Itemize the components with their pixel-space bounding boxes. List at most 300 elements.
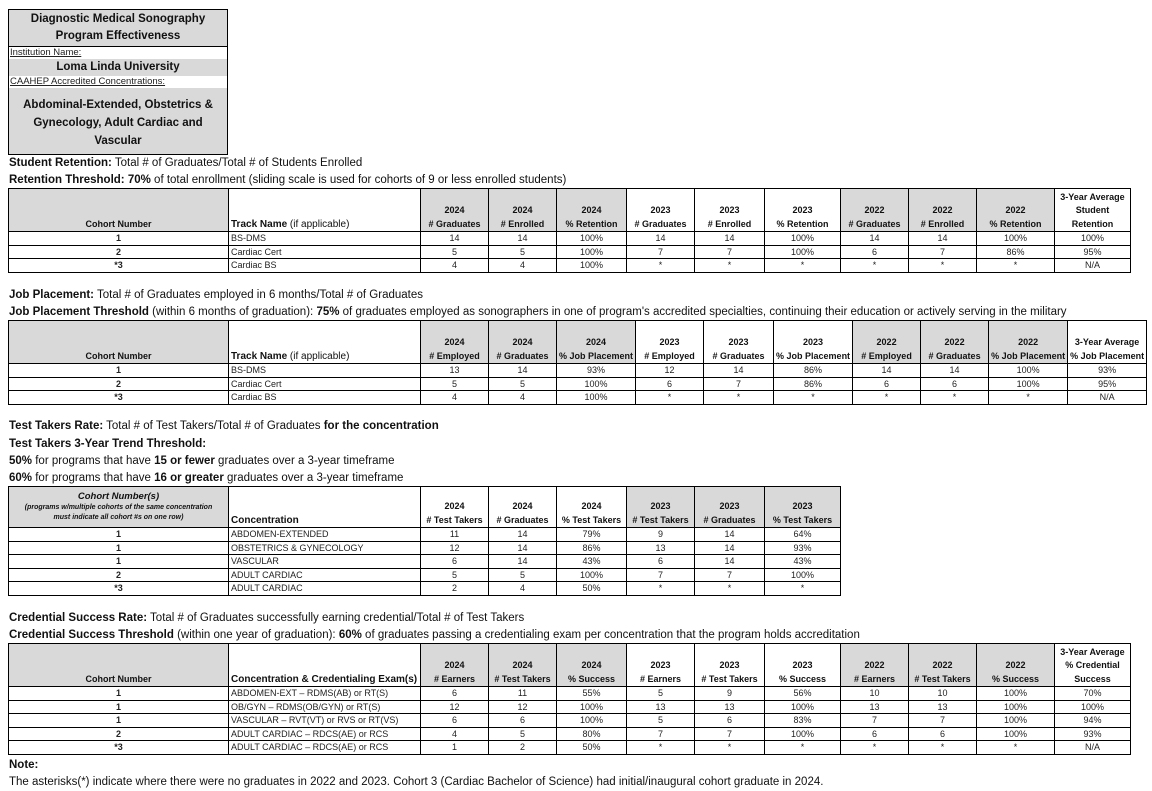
column-header <box>909 644 977 687</box>
credential-table <box>8 643 1131 755</box>
column-header-line: 2024 <box>512 337 533 347</box>
note-label-text: Note: <box>9 759 39 771</box>
column-header-line: # Test Takers <box>914 673 971 684</box>
column-header-line: 2024 <box>512 501 533 511</box>
column-header-line: 2022 <box>932 205 953 215</box>
test-takers-header-row <box>9 487 841 528</box>
value-cell: 6 <box>909 727 977 741</box>
value-cell: * <box>765 582 841 596</box>
value-cell: 55% <box>557 687 627 701</box>
line1-bold: 15 or fewer <box>154 455 215 467</box>
value-cell: 5 <box>489 245 557 259</box>
value-cell: 14 <box>921 364 989 378</box>
track-cell: BS-DMS <box>229 364 421 378</box>
cohort-cell: 2 <box>9 245 229 259</box>
value-cell: * <box>909 259 977 273</box>
retention-header-row <box>9 189 1131 232</box>
column-header <box>421 644 489 687</box>
job-placement-heading-label: Job Placement: <box>9 289 94 301</box>
value-cell: 7 <box>627 245 695 259</box>
value-cell: 13 <box>841 700 909 714</box>
line1-text-a: for programs that have <box>32 455 155 467</box>
column-header <box>841 189 909 232</box>
value-cell: 14 <box>489 555 557 569</box>
column-header <box>557 321 636 364</box>
value-cell: 13 <box>421 364 489 378</box>
column-header-line: # Earners <box>853 673 896 684</box>
credential-heading <box>9 610 524 626</box>
value-cell: 64% <box>765 528 841 542</box>
column-header-line: # Employed <box>429 350 480 361</box>
column-header-line: 3-Year Average <box>1060 646 1125 657</box>
cohort-cell: 1 <box>9 555 229 569</box>
column-header <box>853 321 921 364</box>
value-cell: 14 <box>421 232 489 246</box>
value-cell: 94% <box>1055 714 1131 728</box>
column-header <box>627 487 695 528</box>
value-cell: 7 <box>695 245 765 259</box>
value-cell: 100% <box>765 700 841 714</box>
value-cell: 1 <box>421 741 489 755</box>
concentration-cell: ADULT CARDIAC – RDCS(AE) or RCS <box>229 727 421 741</box>
table-row <box>9 582 841 596</box>
column-header-line: 2023 <box>650 205 671 215</box>
value-cell: 14 <box>627 232 695 246</box>
credential-threshold-text-1: (within one year of graduation): <box>173 629 339 641</box>
value-cell: * <box>627 741 695 755</box>
value-cell: 4 <box>421 259 489 273</box>
cohort-cell: 1 <box>9 714 229 728</box>
cohort-cell: 2 <box>9 568 229 582</box>
job-placement-threshold <box>9 304 1067 320</box>
note-label <box>9 757 38 773</box>
table-row <box>9 568 841 582</box>
title-line-1: Diagnostic Medical Sonography <box>30 13 206 25</box>
table-row <box>9 245 1131 259</box>
column-header <box>557 189 627 232</box>
table-row <box>9 528 841 542</box>
value-cell: 86% <box>557 541 627 555</box>
value-cell: 100% <box>557 391 636 405</box>
cohort-cell: 1 <box>9 364 229 378</box>
cohort-cell: 2 <box>9 377 229 391</box>
column-header-line: 2024 <box>444 337 465 347</box>
column-header <box>704 321 774 364</box>
column-header-line: 2023 <box>719 205 740 215</box>
value-cell: 79% <box>557 528 627 542</box>
column-header <box>989 321 1068 364</box>
cohort-cell: *3 <box>9 391 229 405</box>
cohort-numbers-note-1: (programs w/multiple cohorts of the same concentration <box>24 504 213 511</box>
track-cell: Cardiac Cert <box>229 245 421 259</box>
column-header-line: 2022 <box>876 337 897 347</box>
column-header-line: 3-Year Average <box>1074 337 1140 347</box>
concentration-cell: VASCULAR <box>229 555 421 569</box>
column-header-line: % Credential <box>1065 660 1120 670</box>
column-header-line: 2023 <box>719 660 740 670</box>
column-header-line: 2024 <box>444 501 465 511</box>
column-header <box>977 189 1055 232</box>
value-cell: 6 <box>421 555 489 569</box>
value-cell: 5 <box>421 377 489 391</box>
test-takers-threshold-line-2 <box>9 470 403 486</box>
value-cell: 100% <box>977 727 1055 741</box>
value-cell: 13 <box>627 541 695 555</box>
value-cell: 7 <box>627 727 695 741</box>
column-header <box>557 644 627 687</box>
value-cell: * <box>977 259 1055 273</box>
value-cell: 4 <box>489 582 557 596</box>
track-cell: Cardiac BS <box>229 391 421 405</box>
cohort-numbers-note-2: must indicate all cohort #s on one row) <box>53 514 184 521</box>
retention-threshold-label: Retention Threshold: 70% <box>9 174 151 186</box>
column-header <box>695 644 765 687</box>
column-header-line: % Success <box>778 673 827 684</box>
table-row <box>9 391 1147 405</box>
value-cell: 100% <box>977 714 1055 728</box>
test-takers-threshold-line-1 <box>9 453 394 469</box>
value-cell: 93% <box>1068 364 1147 378</box>
column-header-line: % Test Takers <box>561 514 622 525</box>
cohort-cell: *3 <box>9 582 229 596</box>
cohort-cell: *3 <box>9 259 229 273</box>
cohort-numbers-title: Cohort Number(s) <box>77 491 160 502</box>
value-cell: 100% <box>557 568 627 582</box>
table-row <box>9 555 841 569</box>
value-cell: 100% <box>557 245 627 259</box>
cohort-cell: 1 <box>9 528 229 542</box>
job-placement-heading <box>9 287 423 303</box>
retention-heading-text: Total # of Graduates/Total # of Students Enrolled <box>111 157 363 169</box>
column-header-line: % Job Placement <box>1070 350 1145 361</box>
value-cell: 14 <box>853 364 921 378</box>
value-cell: * <box>853 391 921 405</box>
table-row <box>9 714 1131 728</box>
column-header-line: # Employed <box>644 350 695 361</box>
value-cell: 93% <box>557 364 636 378</box>
value-cell: 4 <box>421 391 489 405</box>
column-header-line: 2023 <box>792 205 813 215</box>
value-cell: 9 <box>627 528 695 542</box>
column-header-line: # Graduates <box>703 514 756 525</box>
concentration-cell: ADULT CARDIAC <box>229 568 421 582</box>
credential-heading-label: Credential Success Rate: <box>9 612 148 624</box>
table-row <box>9 700 1131 714</box>
credential-threshold-text-2: of graduates passing a credentialing exam per concentration that the program holds accreditation <box>361 629 860 641</box>
track-name-header: Track Name (if applicable) <box>229 321 421 364</box>
value-cell: 13 <box>627 700 695 714</box>
value-cell: * <box>627 582 695 596</box>
table-row <box>9 687 1131 701</box>
value-cell: 14 <box>695 541 765 555</box>
column-header-line: # Graduates <box>496 514 549 525</box>
value-cell: 7 <box>909 245 977 259</box>
column-header <box>557 487 627 528</box>
column-header-line: 2023 <box>650 501 671 511</box>
column-header-line: % Job Placement <box>776 350 851 361</box>
value-cell: * <box>695 582 765 596</box>
value-cell: 6 <box>853 377 921 391</box>
column-header-line: Student <box>1075 205 1110 215</box>
value-cell: 83% <box>765 714 841 728</box>
table-row <box>9 377 1147 391</box>
value-cell: 7 <box>695 568 765 582</box>
line1-text-c: graduates over a 3-year timeframe <box>214 455 395 467</box>
credential-heading-text: Total # of Graduates successfully earning credential/Total # of Test Takers <box>147 612 525 624</box>
value-cell: 5 <box>627 714 695 728</box>
value-cell: 4 <box>489 259 557 273</box>
column-header-line: # Employed <box>861 350 912 361</box>
column-header-line: 2022 <box>1018 337 1039 347</box>
value-cell: 4 <box>489 391 557 405</box>
column-header-line: 2023 <box>650 660 671 670</box>
value-cell: 9 <box>695 687 765 701</box>
job-header-row <box>9 321 1147 364</box>
table-row <box>9 727 1131 741</box>
value-cell: 6 <box>627 555 695 569</box>
column-header <box>1055 189 1131 232</box>
test-takers-heading-bold: for the concentration <box>323 420 439 432</box>
column-header-line: 2023 <box>803 337 824 347</box>
concentration-cell: OB/GYN – RDMS(OB/GYN) or RT(S) <box>229 700 421 714</box>
line1-pct: 50% <box>9 455 33 467</box>
institution-label: Institution Name: <box>9 47 227 59</box>
column-header-line: 2023 <box>719 501 740 511</box>
column-header-line: 2022 <box>1005 660 1026 670</box>
value-cell: 80% <box>557 727 627 741</box>
column-header-line: 2022 <box>932 660 953 670</box>
column-header-line: % Job Placement <box>559 350 634 361</box>
column-header <box>695 487 765 528</box>
column-header <box>765 189 841 232</box>
concentrations-line-2: Gynecology, Adult Cardiac and Vascular <box>33 117 203 147</box>
column-header-line: 2024 <box>586 337 607 347</box>
credential-threshold <box>9 627 860 643</box>
concentration-header: Concentration <box>229 487 421 528</box>
value-cell: 5 <box>489 727 557 741</box>
value-cell: 11 <box>489 687 557 701</box>
value-cell: 7 <box>841 714 909 728</box>
column-header-line: % Job Placement <box>991 350 1066 361</box>
concentration-cell: ABDOMEN-EXTENDED <box>229 528 421 542</box>
column-header <box>489 321 557 364</box>
column-header-line: 2023 <box>728 337 749 347</box>
program-title-block <box>8 9 228 155</box>
retention-heading-label: Student Retention: <box>9 157 112 169</box>
retention-threshold-text: of total enrollment (sliding scale is used for cohorts of 9 or less enrolled students) <box>150 174 567 186</box>
test-takers-threshold-label: Test Takers 3-Year Trend Threshold: <box>9 438 207 450</box>
column-header <box>841 644 909 687</box>
institution-value: Loma Linda University <box>9 59 227 76</box>
concentration-cell: OBSTETRICS & GYNECOLOGY <box>229 541 421 555</box>
column-header-line: Retention <box>1071 218 1114 229</box>
credential-header-row <box>9 644 1131 687</box>
cohort-cell: 1 <box>9 232 229 246</box>
column-header-line: # Graduates <box>634 218 687 229</box>
value-cell: 4 <box>421 727 489 741</box>
value-cell: 7 <box>909 714 977 728</box>
column-header-line: % Retention <box>776 218 829 229</box>
value-cell: 86% <box>977 245 1055 259</box>
value-cell: 50% <box>557 582 627 596</box>
column-header <box>421 189 489 232</box>
retention-table <box>8 188 1131 273</box>
test-takers-table <box>8 486 841 596</box>
column-header-line: # Graduates <box>928 350 981 361</box>
value-cell: 10 <box>909 687 977 701</box>
track-name-header: Track Name (if applicable) <box>229 189 421 232</box>
column-header-line: 2024 <box>581 205 602 215</box>
concentrations-line-1: Abdominal-Extended, Obstetrics & <box>23 99 213 111</box>
value-cell: 14 <box>909 232 977 246</box>
value-cell: 6 <box>841 245 909 259</box>
value-cell: 100% <box>765 568 841 582</box>
value-cell: 5 <box>489 377 557 391</box>
column-header-line: 2023 <box>792 660 813 670</box>
value-cell: * <box>765 259 841 273</box>
cohort-cell: 2 <box>9 727 229 741</box>
value-cell: 100% <box>557 714 627 728</box>
column-header <box>695 189 765 232</box>
column-header-line: # Enrolled <box>920 218 965 229</box>
cohort-cell: 1 <box>9 700 229 714</box>
column-header <box>765 644 841 687</box>
value-cell: N/A <box>1068 391 1147 405</box>
column-header-line: # Enrolled <box>707 218 752 229</box>
column-header-line: 2022 <box>864 660 885 670</box>
column-header <box>1068 321 1147 364</box>
value-cell: 100% <box>765 232 841 246</box>
value-cell: * <box>841 741 909 755</box>
cohort-cell: 1 <box>9 687 229 701</box>
value-cell: * <box>636 391 704 405</box>
table-row <box>9 364 1147 378</box>
value-cell: 70% <box>1055 687 1131 701</box>
value-cell: 93% <box>765 541 841 555</box>
value-cell: 12 <box>421 700 489 714</box>
cohort-numbers-header <box>9 487 229 528</box>
value-cell: 6 <box>695 714 765 728</box>
column-header-line: # Test Takers <box>494 673 551 684</box>
value-cell: 100% <box>977 700 1055 714</box>
value-cell: 6 <box>841 727 909 741</box>
value-cell: 93% <box>1055 727 1131 741</box>
value-cell: 100% <box>557 259 627 273</box>
column-header-line: # Graduates <box>428 218 481 229</box>
column-header <box>627 644 695 687</box>
column-header-line: % Test Takers <box>772 514 833 525</box>
value-cell: 86% <box>774 364 853 378</box>
track-cell: Cardiac BS <box>229 259 421 273</box>
value-cell: 56% <box>765 687 841 701</box>
value-cell: * <box>704 391 774 405</box>
credential-threshold-label: Credential Success Threshold <box>9 629 174 641</box>
value-cell: 13 <box>909 700 977 714</box>
value-cell: 5 <box>421 568 489 582</box>
value-cell: 7 <box>695 727 765 741</box>
value-cell: 5 <box>421 245 489 259</box>
value-cell: 100% <box>989 364 1068 378</box>
value-cell: 95% <box>1055 245 1131 259</box>
column-header-line: 2023 <box>659 337 680 347</box>
column-header-line: 2022 <box>944 337 965 347</box>
column-header-line: 2024 <box>444 660 465 670</box>
job-threshold-pct: 75% <box>316 306 340 318</box>
column-header <box>774 321 853 364</box>
concentration-cell: ADULT CARDIAC – RDCS(AE) or RCS <box>229 741 421 755</box>
value-cell: 6 <box>421 714 489 728</box>
line2-bold: 16 or greater <box>154 472 224 484</box>
column-header-line: # Enrolled <box>500 218 545 229</box>
column-header-line: 2024 <box>444 205 465 215</box>
value-cell: 95% <box>1068 377 1147 391</box>
concentration-cell: ABDOMEN-EXT – RDMS(AB) or RT(S) <box>229 687 421 701</box>
column-header-line: 2024 <box>512 660 533 670</box>
table-row <box>9 541 841 555</box>
value-cell: 100% <box>765 245 841 259</box>
value-cell: 7 <box>704 377 774 391</box>
table-row <box>9 232 1131 246</box>
value-cell: 100% <box>1055 232 1131 246</box>
value-cell: 100% <box>557 232 627 246</box>
column-header-line: # Graduates <box>712 350 765 361</box>
line2-text-c: graduates over a 3-year timeframe <box>223 472 404 484</box>
column-header-line: # Test Takers <box>632 514 689 525</box>
concentrations-value <box>9 88 227 154</box>
column-header-line: 2022 <box>864 205 885 215</box>
value-cell: * <box>695 741 765 755</box>
column-header <box>489 644 557 687</box>
value-cell: 12 <box>489 700 557 714</box>
value-cell: * <box>627 259 695 273</box>
job-threshold-text-1: (within 6 months of graduation): <box>148 306 317 318</box>
column-header-line: # Graduates <box>496 350 549 361</box>
value-cell: * <box>977 741 1055 755</box>
column-header <box>627 189 695 232</box>
value-cell: 100% <box>765 727 841 741</box>
value-cell: * <box>909 741 977 755</box>
value-cell: 6 <box>636 377 704 391</box>
column-header <box>977 644 1055 687</box>
cohort-cell: *3 <box>9 741 229 755</box>
value-cell: N/A <box>1055 259 1131 273</box>
column-header <box>489 487 557 528</box>
job-threshold-label: Job Placement Threshold <box>9 306 149 318</box>
column-header-line: % Success <box>567 673 616 684</box>
value-cell: 86% <box>774 377 853 391</box>
value-cell: 2 <box>489 741 557 755</box>
cohort-number-header: Cohort Number <box>9 189 229 232</box>
column-header-line: % Success <box>991 673 1040 684</box>
value-cell: 14 <box>489 364 557 378</box>
value-cell: 6 <box>489 714 557 728</box>
value-cell: 11 <box>421 528 489 542</box>
cohort-cell: 1 <box>9 541 229 555</box>
value-cell: 100% <box>557 377 636 391</box>
column-header-line: 2024 <box>581 660 602 670</box>
column-header-line: 2024 <box>512 205 533 215</box>
note-text: The asterisks(*) indicate where there were no graduates in 2022 and 2023. Cohort 3 (Cardiac Bachelor of Science) had initial/inaugural cohort graduate in 2024. <box>9 776 824 788</box>
column-header <box>765 487 841 528</box>
value-cell: 100% <box>1055 700 1131 714</box>
value-cell: 5 <box>489 568 557 582</box>
track-cell: BS-DMS <box>229 232 421 246</box>
retention-heading <box>9 155 362 171</box>
column-header <box>421 487 489 528</box>
value-cell: 14 <box>841 232 909 246</box>
track-cell: Cardiac Cert <box>229 377 421 391</box>
title-line-2: Program Effectiveness <box>55 30 181 42</box>
